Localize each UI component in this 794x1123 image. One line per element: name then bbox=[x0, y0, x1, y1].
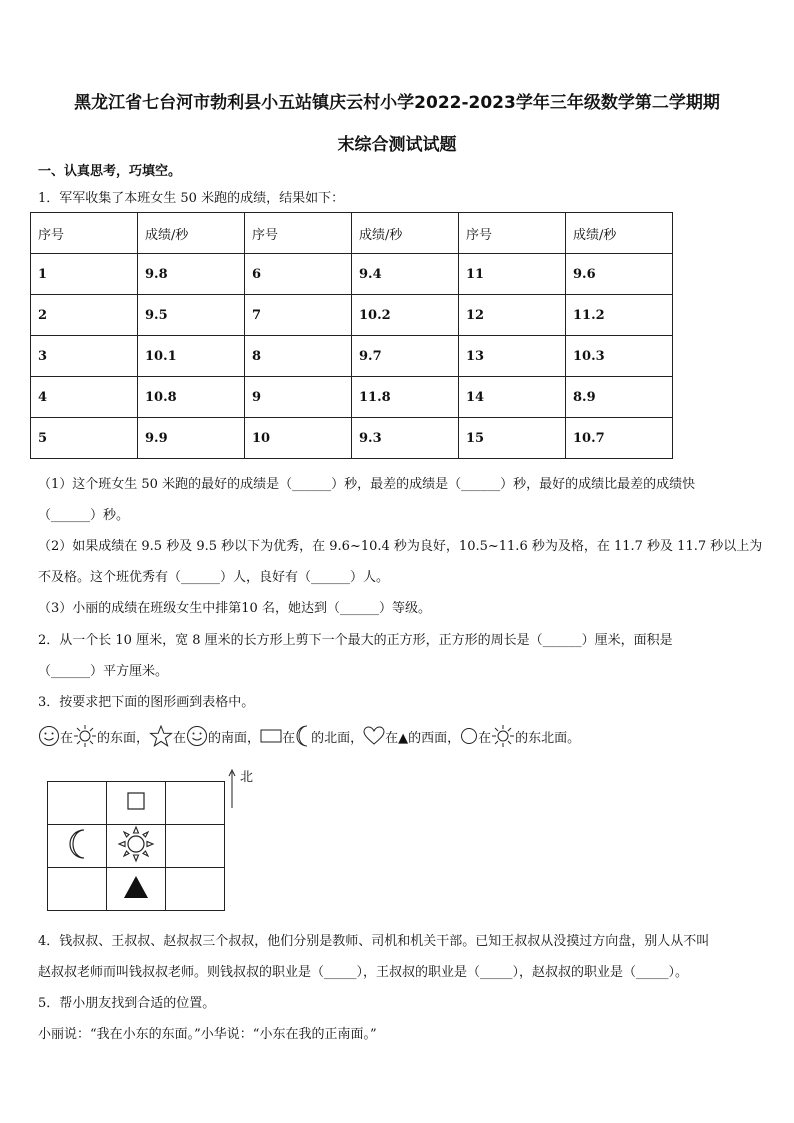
question-1-1-cont: （______）秒。 bbox=[38, 508, 130, 523]
table-cell: 3 bbox=[31, 336, 138, 377]
crescent-moon-icon bbox=[295, 724, 311, 748]
table-cell: 14 bbox=[459, 377, 566, 418]
table-header: 序号 bbox=[459, 213, 566, 254]
question-2-cont: （______）平方厘米。 bbox=[38, 664, 169, 679]
page-title-cont: 末综合测试试题 bbox=[337, 135, 457, 155]
table-header: 成绩/秒 bbox=[138, 213, 245, 254]
grid-cell bbox=[166, 782, 225, 825]
table-cell: 10.3 bbox=[566, 336, 673, 377]
table-cell: 10.2 bbox=[352, 295, 459, 336]
table-cell: 4 bbox=[31, 377, 138, 418]
table-header: 成绩/秒 bbox=[566, 213, 673, 254]
instr-text: 在 bbox=[60, 730, 74, 746]
instr-text: 的东北面。 bbox=[515, 730, 581, 746]
table-header: 序号 bbox=[245, 213, 352, 254]
table-cell: 11 bbox=[459, 254, 566, 295]
instr-text: 在 bbox=[282, 730, 296, 746]
table-cell: 12 bbox=[459, 295, 566, 336]
position-grid bbox=[47, 781, 225, 911]
table-cell: 8 bbox=[245, 336, 352, 377]
table-cell: 9 bbox=[245, 377, 352, 418]
table-cell: 9.9 bbox=[138, 418, 245, 459]
instr-text: 的东面， bbox=[97, 730, 150, 746]
table-cell: 8.9 bbox=[566, 377, 673, 418]
north-arrow-icon bbox=[227, 768, 237, 810]
sun-icon bbox=[491, 724, 515, 748]
table-cell: 10.8 bbox=[138, 377, 245, 418]
scores-table bbox=[30, 212, 673, 459]
question-2: 2．从一个长 10 厘米，宽 8 厘米的长方形上剪下一个最大的正方形，正方形的周长是（______）厘米，面积是 bbox=[38, 633, 673, 648]
grid-cell bbox=[48, 825, 107, 868]
question-1-2-cont: 不及格。这个班优秀有（______）人，良好有（______）人。 bbox=[38, 570, 390, 585]
table-cell: 9.3 bbox=[352, 418, 459, 459]
sun-icon bbox=[73, 724, 97, 748]
table-row bbox=[31, 418, 673, 459]
smiley-face-icon bbox=[186, 725, 208, 747]
table-cell: 10.7 bbox=[566, 418, 673, 459]
table-cell: 2 bbox=[31, 295, 138, 336]
grid-cell bbox=[107, 825, 166, 868]
question-4-cont: 赵叔叔老师而叫钱叔叔老师。则钱叔叔的职业是（_____），王叔叔的职业是（_____），赵叔叔的职业是（_____）。 bbox=[38, 965, 689, 980]
question-1-3: （3）小丽的成绩在班级女生中排第10 名，她达到（______）等级。 bbox=[38, 601, 431, 616]
table-row bbox=[31, 336, 673, 377]
question-3: 3．按要求把下面的图形画到表格中。 bbox=[38, 695, 255, 710]
grid-cell bbox=[166, 825, 225, 868]
square-icon bbox=[126, 791, 146, 811]
question-5: 5．帮小朋友找到合适的位置。 bbox=[38, 996, 216, 1011]
page-title: 黑龙江省七台河市勃利县小五站镇庆云村小学2022-2023学年三年级数学第二学期期 bbox=[74, 93, 720, 113]
instr-text: 在 bbox=[478, 730, 492, 746]
grid-cell bbox=[48, 782, 107, 825]
table-header-row bbox=[31, 213, 673, 254]
question-1-1: （1）这个班女生 50 米跑的最好的成绩是（______）秒，最差的成绩是（______）秒，最好的成绩比最差的成绩快 bbox=[38, 477, 696, 492]
question-4: 4．钱叔叔、王叔叔、赵叔叔三个叔叔，他们分别是教师、司机和机关干部。已知王叔叔从没摸过方向盘，别人从不叫 bbox=[38, 934, 710, 949]
table-header: 成绩/秒 bbox=[352, 213, 459, 254]
table-cell: 7 bbox=[245, 295, 352, 336]
table-cell: 9.4 bbox=[352, 254, 459, 295]
table-cell: 15 bbox=[459, 418, 566, 459]
instr-text: 在▲的西面， bbox=[385, 730, 461, 746]
north-label: 北 bbox=[240, 770, 254, 785]
circle-icon bbox=[460, 727, 478, 745]
instr-text: 在 bbox=[173, 730, 187, 746]
table-cell: 9.5 bbox=[138, 295, 245, 336]
question-1: 1．军军收集了本班女生 50 米跑的成绩，结果如下： bbox=[38, 191, 345, 206]
table-cell: 13 bbox=[459, 336, 566, 377]
smiley-face-icon bbox=[38, 725, 60, 747]
instr-text: 的南面， bbox=[208, 730, 261, 746]
table-row bbox=[31, 295, 673, 336]
shape-instructions bbox=[38, 724, 580, 748]
table-cell: 9.7 bbox=[352, 336, 459, 377]
grid-cell bbox=[166, 868, 225, 911]
table-cell: 9.6 bbox=[566, 254, 673, 295]
table-cell: 11.8 bbox=[352, 377, 459, 418]
table-row bbox=[31, 254, 673, 295]
star-icon bbox=[149, 725, 173, 747]
grid-cell bbox=[107, 782, 166, 825]
table-cell: 10 bbox=[245, 418, 352, 459]
question-1-2: （2）如果成绩在 9.5 秒及 9.5 秒以下为优秀，在 9.6~10.4 秒为良好，10.5~11.6 秒为及格，在 11.7 秒及 11.7 秒以上为 bbox=[38, 539, 763, 554]
table-header: 序号 bbox=[31, 213, 138, 254]
rectangle-icon bbox=[260, 728, 282, 744]
section-heading: 一、认真思考，巧填空。 bbox=[38, 164, 182, 179]
table-cell: 6 bbox=[245, 254, 352, 295]
crescent-moon-icon bbox=[64, 828, 90, 860]
table-row bbox=[31, 377, 673, 418]
table-cell: 5 bbox=[31, 418, 138, 459]
triangle-icon bbox=[122, 874, 150, 900]
table-cell: 9.8 bbox=[138, 254, 245, 295]
question-5-text: 小丽说：“我在小东的东面。”小华说：“小东在我的正南面。” bbox=[38, 1027, 377, 1042]
instr-text: 的北面， bbox=[311, 730, 364, 746]
grid-cell bbox=[107, 868, 166, 911]
grid-cell bbox=[48, 868, 107, 911]
table-cell: 1 bbox=[31, 254, 138, 295]
table-cell: 10.1 bbox=[138, 336, 245, 377]
heart-icon bbox=[363, 726, 385, 746]
sun-icon bbox=[117, 825, 155, 863]
table-cell: 11.2 bbox=[566, 295, 673, 336]
